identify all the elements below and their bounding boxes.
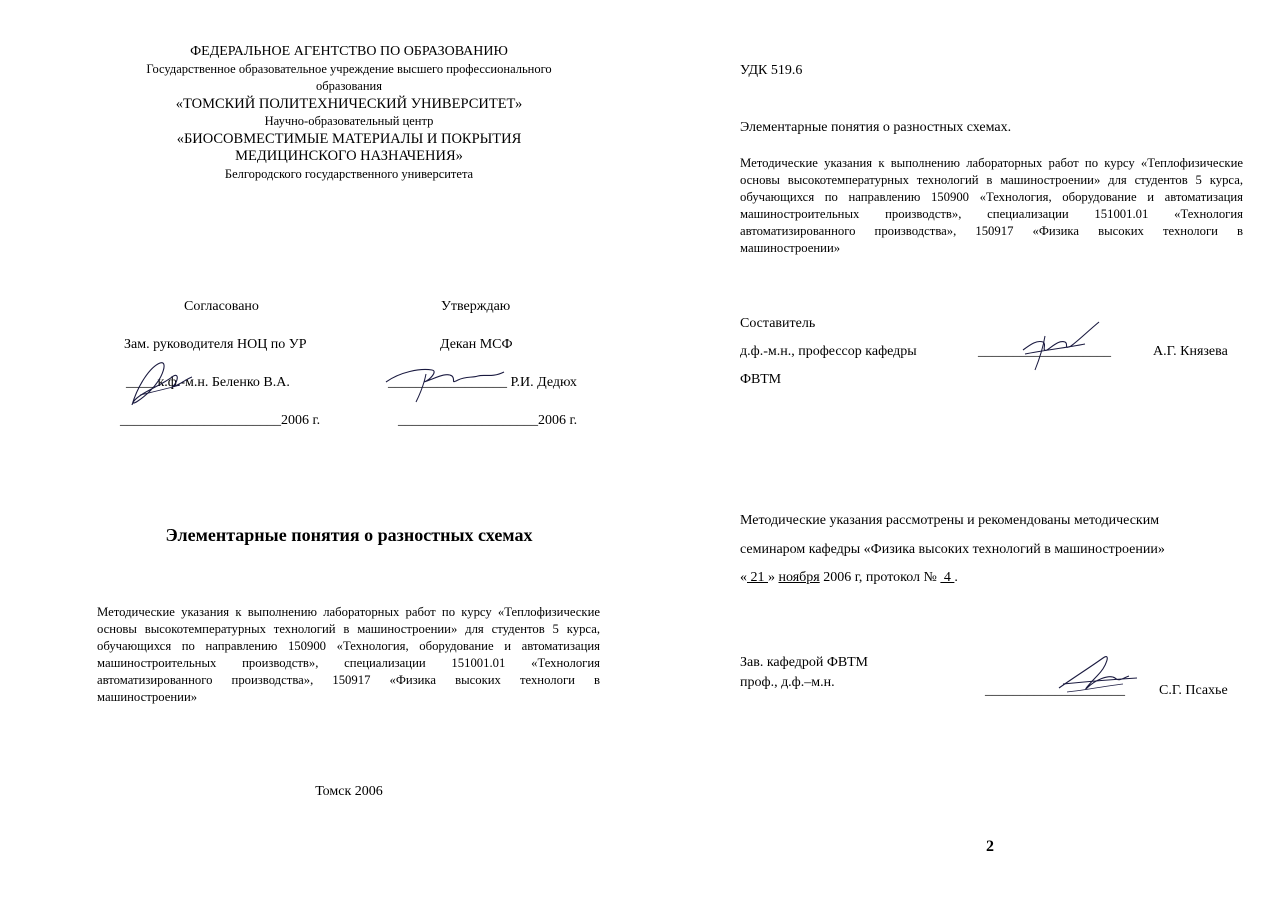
- review-protocol: 4: [940, 570, 955, 585]
- organization-header: [90, 43, 608, 183]
- compiler-name: А.Г. Князева: [1153, 344, 1228, 359]
- header-institution: Государственное образовательное учреждение высшего профессионального: [146, 61, 552, 76]
- signature-dedyukh: [380, 358, 510, 408]
- quote-open: «: [740, 570, 747, 585]
- document-title: Элементарные понятия о разностных схемах: [165, 525, 533, 545]
- agreed-signer: ____ к.ф.-м.н. Беленко В.А.: [126, 375, 290, 390]
- head-degree: проф., д.ф.–м.н.: [740, 675, 835, 690]
- approve-date: ____________________2006 г.: [398, 413, 578, 428]
- quote-close: »: [768, 570, 779, 585]
- udk-code: УДК 519.6: [740, 63, 803, 78]
- signature-belenko: [120, 355, 200, 413]
- right-page: [643, 0, 1286, 909]
- header-university: «ТОМСКИЙ ПОЛИТЕХНИЧЕСКИЙ УНИВЕРСИТЕТ»: [175, 95, 523, 112]
- agreed-date: _______________________2006 г.: [120, 413, 321, 428]
- header-education: образования: [316, 79, 382, 93]
- review-month: ноября: [778, 570, 820, 585]
- header-center-name-1: «БИОСОВМЕСТИМЫЕ МАТЕРИАЛЫ И ПОКРЫТИЯ: [176, 130, 522, 147]
- head-name: С.Г. Псахье: [1159, 683, 1228, 698]
- header-agency: ФЕДЕРАЛЬНОЕ АГЕНТСТВО ПО ОБРАЗОВАНИЮ: [190, 44, 508, 59]
- agreed-label: Согласовано: [184, 299, 259, 314]
- header-center: Научно-образовательный центр: [264, 114, 434, 128]
- head-sign-line: ____________________: [985, 683, 1125, 698]
- review-year-text: 2006 г, протокол №: [819, 570, 941, 585]
- review-line-2: семинаром кафедры «Физика высоких технологий в машиностроении»: [740, 542, 1165, 557]
- approve-label: Утверждаю: [441, 299, 511, 314]
- header-center-name-2: МЕДИЦИНСКОГО НАЗНАЧЕНИЯ»: [235, 148, 463, 164]
- compiler-label: Составитель: [740, 316, 816, 331]
- compiler-sign-line: ___________________: [978, 344, 1111, 359]
- approve-position: Декан МСФ: [440, 337, 513, 352]
- compiler-dept: ФВТМ: [740, 372, 782, 387]
- annotation-text: Методические указания к выполнению лабораторных работ по курсу «Теплофизические основы высокотемпературных технологий в машиностроении» для студентов 5 курса, обучающихся по направлению 150900 «Технология, оборудование и автоматизация машиностроительных производств», специализации 151001.01 «Технология автоматизированного производства», 150917 «Физика высоких технологи в машиностроении»: [97, 605, 600, 704]
- signature-knyazeva: [1015, 318, 1105, 374]
- header-belgorod: Белгородского государственного университета: [224, 166, 474, 181]
- review-end: .: [954, 570, 958, 585]
- short-title: Элементарные понятия о разностных схемах.: [740, 120, 1012, 135]
- review-day: 21: [747, 570, 768, 585]
- city-year: Томск 2006: [315, 784, 383, 799]
- head-position: Зав. кафедрой ФВТМ: [740, 655, 868, 670]
- agreed-position: Зам. руководителя НОЦ по УР: [124, 337, 307, 352]
- review-line-1: Методические указания рассмотрены и рекомендованы методическим: [740, 513, 1160, 528]
- review-date-line: [740, 570, 958, 586]
- page-number: 2: [986, 838, 994, 855]
- annotation-text-right: Методические указания к выполнению лабораторных работ по курсу «Теплофизические основы высокотемпературных технологий в машиностроении» для студентов 5 курса, обучающихся по направлению 150900 «Технология, оборудование и автоматизация машиностроительных производств», специализации 151001.01 «Технология автоматизированного производства», 150917 «Физика высоких технологи в машиностроении»: [740, 156, 1243, 255]
- signature-psakhye: [1053, 648, 1143, 702]
- approve-signer: _________________ Р.И. Дедюх: [388, 375, 577, 390]
- compiler-position: д.ф.-м.н., профессор кафедры: [740, 344, 917, 359]
